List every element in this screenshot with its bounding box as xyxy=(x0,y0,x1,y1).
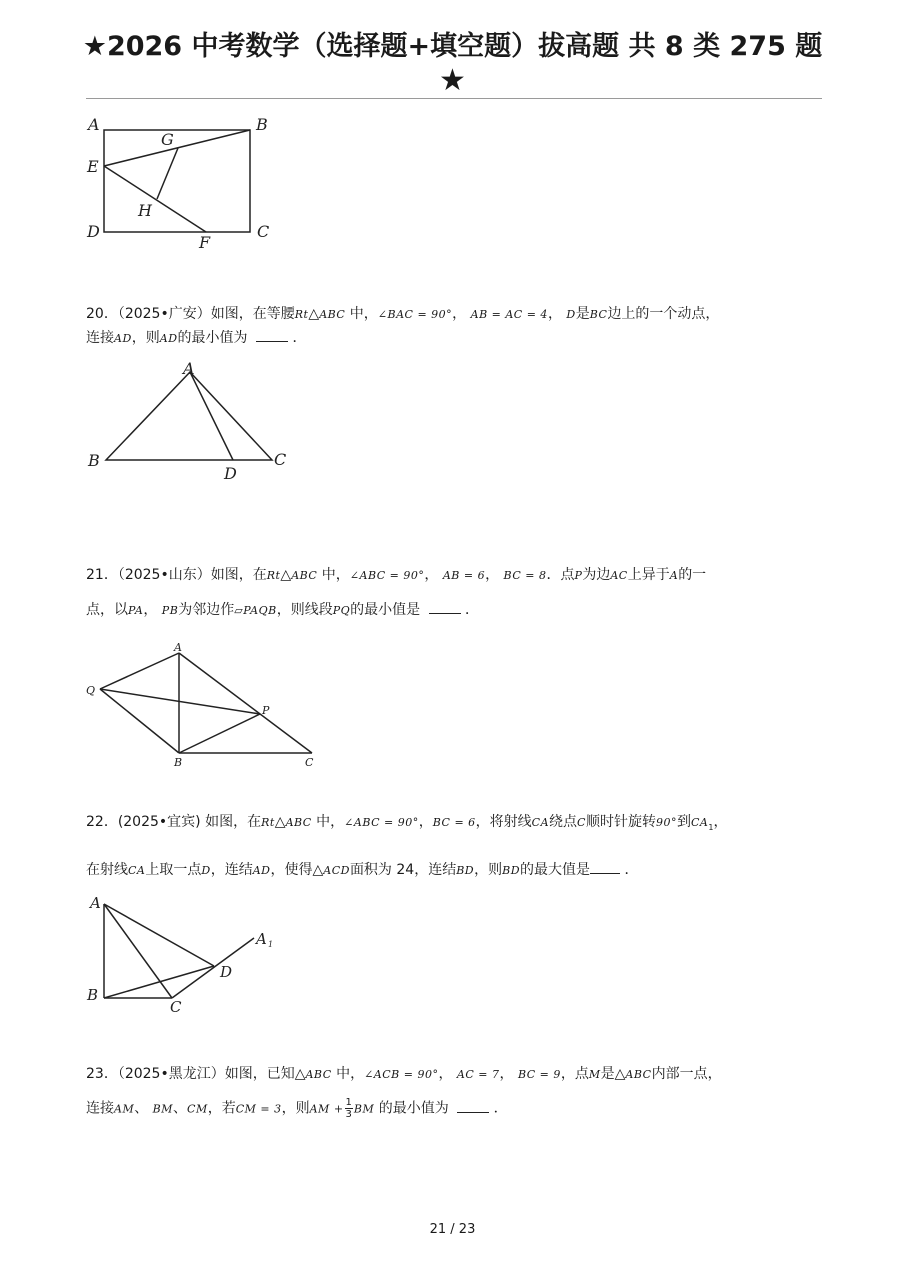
label-a: A xyxy=(183,359,195,378)
header-divider xyxy=(86,98,822,99)
answer-blank-20 xyxy=(256,341,288,342)
label-h: H xyxy=(138,201,152,220)
question-21-line2: 点，以PA， PB为邻边作▱PAQB，则线段PQ的最小值是 ． xyxy=(86,602,480,618)
triangle-abc xyxy=(106,372,272,460)
segment-ac xyxy=(104,904,172,998)
label-d: D xyxy=(224,464,237,483)
segment-bd xyxy=(104,966,214,998)
label-g: G xyxy=(161,130,174,149)
segment-ef xyxy=(104,166,206,232)
page-title: ★2026 中考数学（选择题+填空题）拔高题 共 8 类 275 题 xyxy=(82,31,823,62)
question-20-line1: 20．（2025•广安）如图，在等腰Rt△ABC 中，∠BAC = 90°， AB = AC = 4， D是BC边上的一个动点， xyxy=(86,306,720,322)
page-number: 21 / 23 xyxy=(429,1222,476,1237)
label-a: A xyxy=(88,115,100,134)
question-23-line1: 23．（2025•黑龙江）如图，已知△ABC 中，∠ACB = 90°， AC = 7， BC = 9，点M是△ABC内部一点， xyxy=(86,1066,722,1082)
label-c: C xyxy=(274,450,287,469)
ray-ca1 xyxy=(172,938,254,998)
question-22-line2: 在射线CA上取一点D，连结AD，使得△ACD面积为 24，连结BD，则BD的最大值是 ． xyxy=(86,862,639,878)
title-star: ★ xyxy=(439,63,466,98)
fraction-one-third: $\frac{1}{3}$ xyxy=(345,1097,352,1120)
segment-qa xyxy=(100,653,179,689)
label-c: C xyxy=(170,998,182,1016)
label-f: F xyxy=(199,233,211,252)
label-d: D xyxy=(220,963,233,981)
label-q: Q xyxy=(86,684,96,697)
label-b: B xyxy=(256,115,268,134)
label-a: A xyxy=(174,641,182,654)
segment-gh xyxy=(157,148,178,199)
label-e: E xyxy=(87,157,99,176)
answer-blank-22 xyxy=(590,873,620,874)
label-c: C xyxy=(257,222,270,241)
figure-19-rectangle xyxy=(80,112,280,252)
label-a1: A xyxy=(256,930,267,948)
label-b: B xyxy=(87,986,99,1004)
segment-eb xyxy=(104,130,250,166)
label-a: A xyxy=(90,894,101,912)
label-p: P xyxy=(262,704,270,717)
question-22-line1: 22．(2025•宜宾) 如图，在Rt△ABC 中，∠ABC = 90°，BC = 6，将射线CA绕点C顺时针旋转90°到$CA_1$， xyxy=(86,814,728,832)
label-b: B xyxy=(174,756,183,769)
figure-21-parallelogram xyxy=(84,640,324,770)
figure-20-triangle xyxy=(84,356,304,486)
question-20-line2: 连接AD，则AD的最小值为 ． xyxy=(86,330,307,346)
segment-bp xyxy=(179,714,260,753)
label-b: B xyxy=(88,451,100,470)
label-d: D xyxy=(87,222,100,241)
answer-blank-21 xyxy=(429,613,461,614)
answer-blank-23 xyxy=(457,1112,489,1113)
question-23-line2: 连接AM、 BM、CM，若CM = 3，则AM + $\frac{1}{3}$ BM 的最小值为 ． xyxy=(86,1097,508,1120)
segment-ad xyxy=(104,904,214,966)
label-a1-sub: 1 xyxy=(268,940,274,949)
segment-qp xyxy=(100,689,260,714)
label-c: C xyxy=(305,756,314,769)
figure-22-triangle xyxy=(84,890,294,1020)
question-21-line1: 21．（2025•山东）如图，在Rt△ABC 中，∠ABC = 90°， AB = 6， BC = 8．点P为边AC上异于A的一 xyxy=(86,567,707,583)
segment-ad xyxy=(190,372,233,460)
segment-qb xyxy=(100,689,179,753)
segment-ac xyxy=(179,653,312,753)
